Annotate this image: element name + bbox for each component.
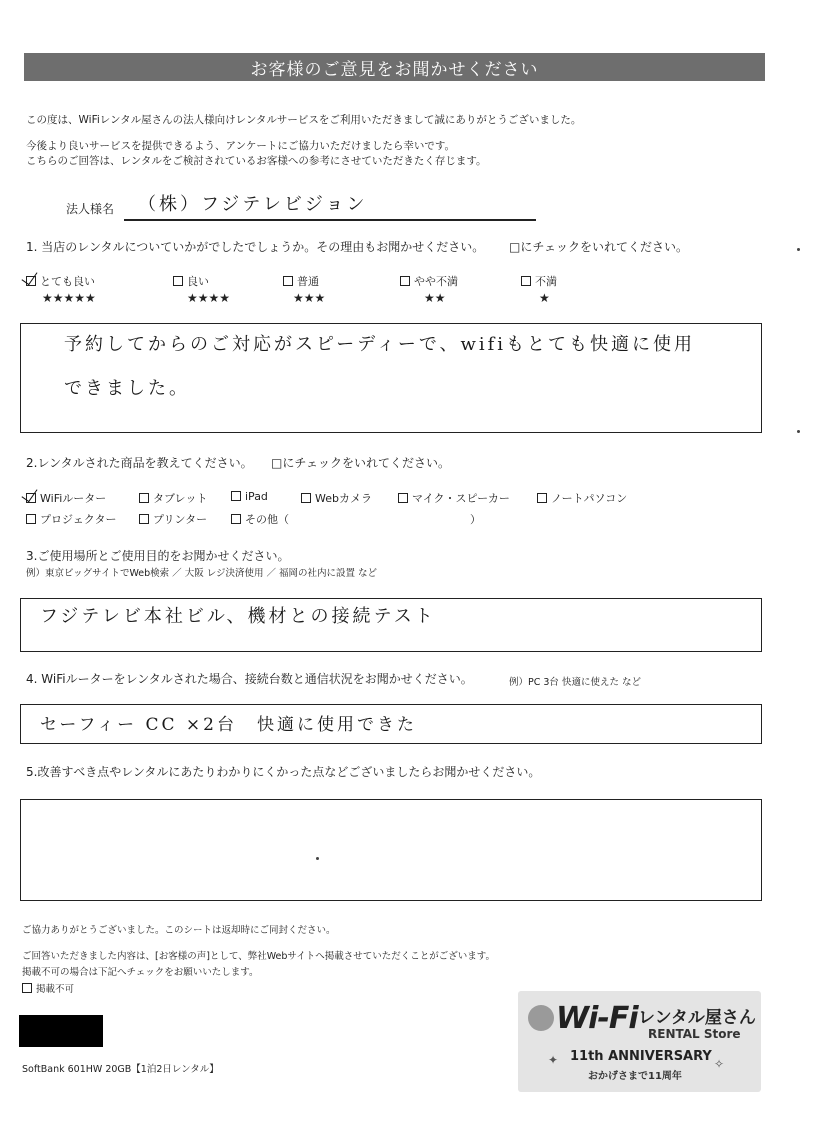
company-name-field[interactable]: （株）フジテレビジョン bbox=[138, 194, 368, 215]
q4-answer: セーフィー CC ×2台 快適に使用できた bbox=[40, 715, 417, 735]
q2-option-label: その他（ bbox=[245, 513, 289, 526]
checkbox-icon[interactable] bbox=[400, 276, 410, 286]
q4-example: 例）PC 3台 快適に使えた など bbox=[509, 677, 641, 688]
q3-question: 3.ご使用場所とご使用目的をお聞かせください。 bbox=[26, 549, 290, 563]
product-info: SoftBank 601HW 20GB【1泊2日レンタル】 bbox=[22, 1064, 219, 1075]
intro-line-2: 今後より良いサービスを提供できるよう、アンケートにご協力いただけましたら幸いです。 bbox=[26, 140, 456, 152]
q5-answer-box[interactable] bbox=[20, 799, 762, 901]
q2-option-ipad[interactable] bbox=[231, 490, 268, 503]
q2-option-label: プロジェクター bbox=[40, 513, 117, 526]
q1-question: 1. 当店のレンタルについていかがでしたでしょうか。その理由もお聞かせください。 bbox=[26, 240, 485, 254]
q1-option-label: とても良い bbox=[40, 275, 95, 288]
page-title-banner bbox=[24, 53, 765, 81]
checkbox-icon[interactable] bbox=[301, 493, 311, 503]
footer-notice-2: 掲載不可の場合は下記へチェックをお願いいたします。 bbox=[22, 967, 259, 978]
q2-hint: □にチェックをいれてください。 bbox=[271, 456, 450, 470]
rating-stars: ★★★★★ bbox=[42, 291, 96, 305]
checkbox-icon[interactable] bbox=[139, 514, 149, 524]
q1-option-label: 普通 bbox=[297, 275, 319, 288]
q2-option-mic-speaker[interactable] bbox=[398, 490, 510, 506]
sparkle-icon: ✧ bbox=[714, 1057, 725, 1071]
checkbox-icon[interactable] bbox=[173, 276, 183, 286]
checkbox-icon[interactable] bbox=[398, 493, 408, 503]
q2-question: 2.レンタルされた商品を教えてください。 bbox=[26, 456, 253, 470]
rating-stars: ★ bbox=[539, 291, 550, 305]
q1-option-label: 良い bbox=[187, 275, 209, 288]
footer-thanks: ご協力ありがとうございました。このシートは返却時にご同封ください。 bbox=[22, 925, 336, 936]
q1-option-label: やや不満 bbox=[414, 275, 458, 288]
brand-logo bbox=[518, 991, 761, 1092]
checkbox-icon[interactable] bbox=[521, 276, 531, 286]
q2-option-projector[interactable] bbox=[26, 511, 117, 527]
rating-stars: ★★★★ bbox=[187, 291, 231, 305]
q5-question: 5.改善すべき点やレンタルにあたりわかりにくかった点などございましたらお聞かせください。 bbox=[26, 765, 541, 779]
q1-option-good[interactable] bbox=[173, 273, 230, 305]
q1-hint: □にチェックをいれてください。 bbox=[509, 240, 688, 254]
sparkle-icon: ✦ bbox=[548, 1053, 559, 1067]
q2-option-label: マイク・スピーカー bbox=[412, 492, 510, 505]
q1-option-label: 不満 bbox=[535, 275, 557, 288]
q2-option-wifi-router[interactable] bbox=[26, 490, 106, 506]
checkbox-checked-icon[interactable] bbox=[26, 276, 36, 286]
q2-option-label: Webカメラ bbox=[315, 492, 372, 505]
company-underline bbox=[124, 219, 536, 221]
q2-other-close-paren: ） bbox=[470, 513, 481, 526]
q2-option-tablet[interactable] bbox=[139, 490, 207, 506]
footer-notice-1: ご回答いただきました内容は、[お客様の声]として、弊社Webサイトへ掲載させていただくことがございます。 bbox=[22, 951, 496, 962]
checkbox-icon[interactable] bbox=[231, 514, 241, 524]
q3-answer: フジテレビ本社ビル、機材との接続テスト bbox=[40, 606, 436, 627]
checkbox-checked-icon[interactable] bbox=[26, 493, 36, 503]
intro-line-1: この度は、WiFiレンタル屋さんの法人様向けレンタルサービスをご利用いただきまして誠にありがとうございました。 bbox=[26, 114, 582, 126]
scan-speck bbox=[797, 248, 800, 251]
company-label: 法人様名 bbox=[66, 202, 115, 216]
q2-option-printer[interactable] bbox=[139, 511, 207, 527]
rating-stars: ★★★ bbox=[293, 291, 326, 305]
scan-speck bbox=[316, 857, 319, 860]
mascot-crown-icon bbox=[528, 1005, 554, 1031]
q1-option-very-good[interactable] bbox=[26, 273, 96, 305]
q1-option-somewhat-unsatisfied[interactable] bbox=[400, 273, 458, 305]
rating-stars: ★★ bbox=[424, 291, 446, 305]
checkbox-icon[interactable] bbox=[231, 491, 241, 501]
scan-speck bbox=[797, 430, 800, 433]
q2-option-other[interactable] bbox=[231, 511, 289, 527]
q1-option-unsatisfied[interactable] bbox=[521, 273, 557, 305]
q2-option-label: iPad bbox=[245, 490, 268, 503]
q2-option-label: ノートパソコン bbox=[551, 492, 628, 505]
q2-option-label: プリンター bbox=[153, 513, 208, 526]
q4-question: 4. WiFiルーターをレンタルされた場合、接続台数と通信状況をお聞かせください。 bbox=[26, 672, 473, 686]
page-title: お客様のご意見をお聞かせください bbox=[250, 59, 539, 80]
logo-brand-en: RENTAL Store bbox=[648, 1027, 741, 1041]
optout-checkbox-row[interactable] bbox=[22, 981, 74, 995]
intro-line-3: こちらのご回答は、レンタルをご検討されているお客様への参考にさせていただきたく存じます。 bbox=[26, 155, 487, 167]
logo-brand-jp: レンタル屋さん bbox=[638, 1008, 756, 1028]
q2-option-label: WiFiルーター bbox=[40, 492, 107, 505]
logo-anniversary-thanks: おかげさまで11周年 bbox=[588, 1071, 682, 1082]
redacted-block bbox=[19, 1015, 103, 1047]
q2-option-label: タブレット bbox=[153, 492, 208, 505]
logo-anniversary: 11th ANNIVERSARY bbox=[570, 1049, 712, 1064]
optout-label: 掲載不可 bbox=[36, 984, 75, 995]
checkbox-icon[interactable] bbox=[537, 493, 547, 503]
q2-option-laptop[interactable] bbox=[537, 490, 627, 506]
q2-option-webcam[interactable] bbox=[301, 490, 372, 506]
q1-answer-line-2: できました。 bbox=[64, 378, 190, 399]
q3-example: 例）東京ビッグサイトでWeb検索 ／ 大阪 レジ決済使用 ／ 福岡の社内に設置 など bbox=[26, 568, 378, 579]
checkbox-icon[interactable] bbox=[22, 983, 32, 993]
checkbox-icon[interactable] bbox=[26, 514, 36, 524]
checkbox-icon[interactable] bbox=[283, 276, 293, 286]
checkbox-icon[interactable] bbox=[139, 493, 149, 503]
q1-option-average[interactable] bbox=[283, 273, 325, 305]
logo-wifi-text: Wi-Fi bbox=[556, 1001, 638, 1036]
q1-answer-line-1: 予約してからのご対応がスピーディーで、wifiもとても快適に使用 bbox=[64, 334, 696, 355]
